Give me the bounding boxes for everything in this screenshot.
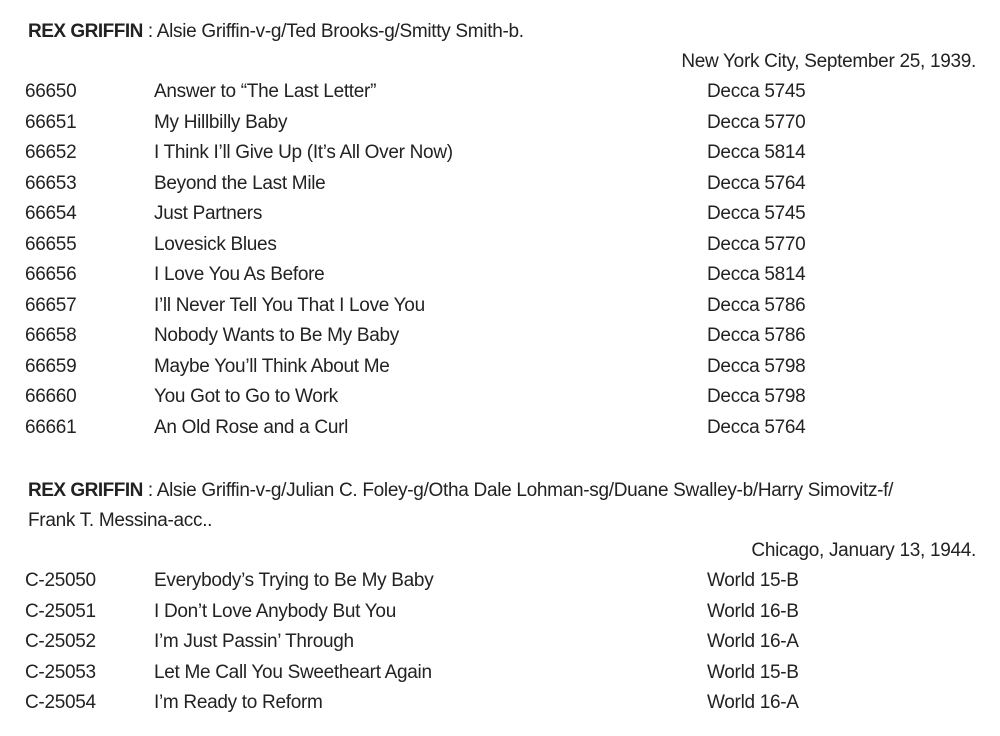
issue-number: Decca 5798 [707, 355, 806, 377]
matrix-number: 66652 [25, 142, 77, 163]
track-title: You Got to Go to Work [154, 386, 338, 407]
track-title: An Old Rose and a Curl [154, 416, 349, 438]
matrix-number: C-25053 [25, 661, 96, 683]
track-row [0, 169, 1000, 200]
issue-number: Decca 5814 [707, 142, 806, 163]
track-title: I’m Just Passin’ Through [154, 631, 354, 652]
track-title: Beyond the Last Mile [154, 172, 326, 194]
track-list [0, 77, 1000, 443]
track-list [0, 566, 1000, 719]
matrix-number: C-25051 [25, 600, 96, 622]
issue-number: World 16-A [707, 631, 799, 652]
track-row [0, 321, 1000, 352]
matrix-number: 66654 [25, 203, 77, 224]
matrix-number: 66651 [25, 111, 77, 133]
track-title: Answer to “The Last Letter” [154, 81, 377, 102]
track-row [0, 658, 1000, 689]
track-row [0, 382, 1000, 413]
issue-number: World 15-B [707, 570, 799, 591]
track-title: I Think I’ll Give Up (It’s All Over Now) [154, 142, 453, 163]
issue-number: Decca 5786 [707, 294, 806, 316]
issue-number: Decca 5745 [707, 203, 806, 224]
issue-number: Decca 5764 [707, 172, 806, 194]
track-title: Just Partners [154, 203, 263, 224]
matrix-number: 66657 [25, 294, 77, 316]
issue-number: World 15-B [707, 661, 799, 683]
track-row [0, 413, 1000, 444]
track-row [0, 199, 1000, 230]
issue-number: Decca 5786 [707, 325, 806, 346]
session-place-date: New York City, September 25, 1939. [681, 51, 976, 72]
track-title: Maybe You’ll Think About Me [154, 355, 390, 377]
track-row [0, 108, 1000, 139]
matrix-number: 66650 [25, 81, 77, 102]
track-title: I Don’t Love Anybody But You [154, 600, 396, 622]
issue-number: Decca 5814 [707, 264, 806, 285]
session-1939 [0, 17, 1000, 443]
issue-number: World 16-B [707, 600, 799, 622]
session-personnel [28, 476, 928, 536]
session-1944 [0, 476, 1000, 719]
track-row [0, 77, 1000, 108]
matrix-number: 66653 [25, 172, 77, 194]
matrix-number: C-25050 [25, 570, 96, 591]
matrix-number: 66660 [25, 386, 77, 407]
track-row [0, 138, 1000, 169]
track-title: I’m Ready to Reform [154, 692, 323, 713]
issue-number: Decca 5745 [707, 81, 806, 102]
matrix-number: 66656 [25, 264, 77, 285]
issue-number: Decca 5798 [707, 386, 806, 407]
track-title: Let Me Call You Sweetheart Again [154, 661, 432, 683]
track-row [0, 352, 1000, 383]
track-title: Everybody’s Trying to Be My Baby [154, 570, 434, 591]
issue-number: Decca 5770 [707, 111, 806, 133]
matrix-number: 66655 [25, 233, 77, 255]
personnel-list: : Alsie Griffin-v-g/Julian C. Foley-g/Otha Dale Lohman-sg/Duane Swalley-b/Harry Simovitz-f/ Frank T. Messina-acc.. [28, 480, 894, 531]
track-row [0, 597, 1000, 628]
track-title: My Hillbilly Baby [154, 111, 288, 133]
session-place-date: Chicago, January 13, 1944. [751, 540, 976, 561]
track-row [0, 230, 1000, 261]
matrix-number: C-25054 [25, 692, 96, 713]
matrix-number: 66661 [25, 416, 77, 438]
matrix-number: 66659 [25, 355, 77, 377]
track-title: Nobody Wants to Be My Baby [154, 325, 399, 346]
track-title: I Love You As Before [154, 264, 325, 285]
matrix-number: 66658 [25, 325, 77, 346]
issue-number: World 16-A [707, 692, 799, 713]
track-row [0, 688, 1000, 719]
track-row [0, 260, 1000, 291]
track-row [0, 627, 1000, 658]
personnel-list: : Alsie Griffin-v-g/Ted Brooks-g/Smitty Smith-b. [142, 21, 524, 42]
artist-name: REX GRIFFIN [28, 480, 143, 501]
track-title: Lovesick Blues [154, 233, 277, 255]
issue-number: Decca 5764 [707, 416, 806, 438]
session-personnel [28, 17, 928, 47]
track-row [0, 566, 1000, 597]
track-row [0, 291, 1000, 322]
track-title: I’ll Never Tell You That I Love You [154, 294, 425, 316]
artist-name: REX GRIFFIN [28, 21, 143, 42]
matrix-number: C-25052 [25, 631, 96, 652]
issue-number: Decca 5770 [707, 233, 806, 255]
